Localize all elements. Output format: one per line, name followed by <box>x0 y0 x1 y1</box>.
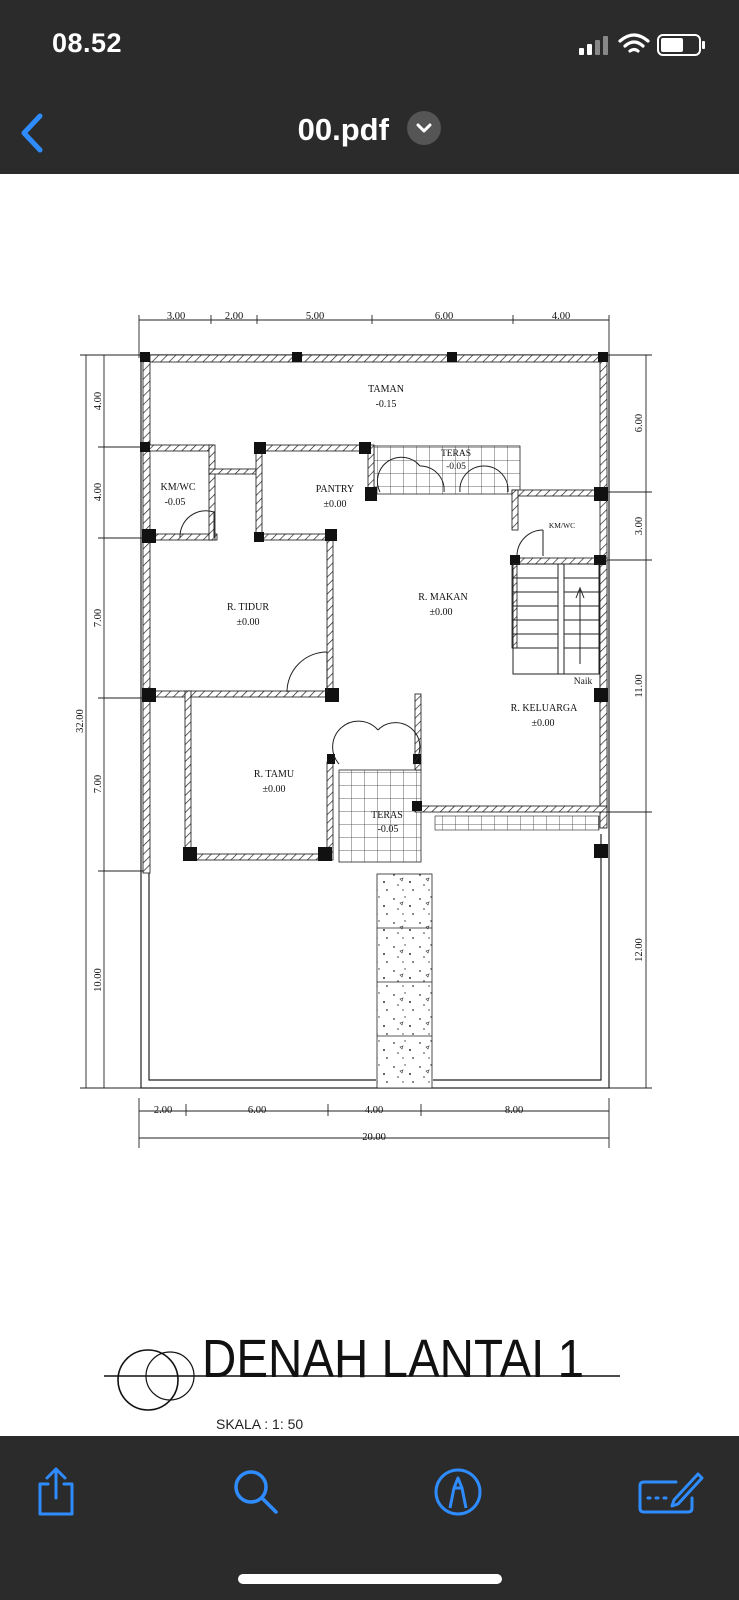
dim-right-2: 3.00 <box>634 516 645 536</box>
dim-top-5: 4.00 <box>551 311 571 322</box>
room-r-tidur-level: ±0.00 <box>236 617 260 628</box>
room-naik-label: Naik <box>573 677 593 687</box>
dim-top-4: 6.00 <box>434 311 454 322</box>
room-teras-top-name: TERAS <box>440 449 472 459</box>
stairs <box>513 564 599 674</box>
room-pantry-name: PANTRY <box>315 484 355 495</box>
markup-icon[interactable] <box>430 1464 486 1520</box>
home-indicator[interactable] <box>238 1574 502 1584</box>
pdf-page <box>0 174 739 1436</box>
dim-top-3: 5.00 <box>305 311 325 322</box>
wifi-icon <box>620 35 648 51</box>
share-icon[interactable] <box>28 1464 84 1520</box>
room-r-tamu-name: R. TAMU <box>253 769 295 780</box>
battery-icon <box>658 35 705 55</box>
room-r-makan-level: ±0.00 <box>429 607 453 618</box>
dimension-labels <box>75 311 645 1143</box>
drawing-scale: SKALA : 1: 50 <box>216 1416 304 1432</box>
dim-top-2: 2.00 <box>224 311 244 322</box>
title-wrap <box>0 112 739 148</box>
dimension-lines <box>80 315 652 1148</box>
title-menu-button[interactable] <box>407 111 441 145</box>
drawing-caption <box>100 1324 640 1434</box>
dim-left-total: 32.00 <box>75 709 86 733</box>
room-pantry-level: ±0.00 <box>323 499 347 510</box>
dim-left-5: 10.00 <box>93 968 104 992</box>
room-r-tidur-name: R. TIDUR <box>226 602 270 613</box>
dim-left-2: 4.00 <box>93 482 104 502</box>
status-icons <box>571 30 711 60</box>
dim-right-4: 12.00 <box>634 938 645 962</box>
chevron-down-icon <box>407 111 441 145</box>
dim-bottom-4: 8.00 <box>504 1105 524 1116</box>
room-r-tamu-level: ±0.00 <box>262 784 286 795</box>
keyboard-pen-icon[interactable] <box>636 1464 704 1520</box>
floor-plan-drawing <box>0 174 739 1436</box>
document-title[interactable]: 00.pdf <box>297 112 389 147</box>
room-teras-top-level: -0.05 <box>446 462 466 472</box>
room-r-keluarga-level: ±0.00 <box>531 718 555 729</box>
room-kmwc-left-level: -0.05 <box>164 497 186 508</box>
tiles <box>339 446 599 1088</box>
room-teras-bottom-level: -0.05 <box>377 824 399 835</box>
status-time: 08.52 <box>52 28 123 58</box>
dim-bottom-total: 20.00 <box>362 1132 386 1143</box>
dim-bottom-1: 2.00 <box>153 1105 173 1116</box>
room-r-makan-name: R. MAKAN <box>418 592 468 603</box>
room-taman-name: TAMAN <box>368 384 404 395</box>
nav-bar <box>0 92 739 174</box>
signal-icon <box>579 36 608 55</box>
drawing-title: DENAH LANTAI 1 <box>202 1329 585 1389</box>
dim-right-1: 6.00 <box>634 413 645 433</box>
dim-right-3: 11.00 <box>634 674 645 698</box>
dim-left-3: 7.00 <box>93 608 104 628</box>
dim-bottom-2: 6.00 <box>247 1105 267 1116</box>
dim-left-1: 4.00 <box>93 391 104 411</box>
room-taman-level: -0.15 <box>375 399 397 410</box>
room-r-keluarga-name: R. KELUARGA <box>510 703 578 714</box>
dim-top-1: 3.00 <box>166 311 186 322</box>
room-kmwc-left-name: KM/WC <box>160 482 196 493</box>
room-teras-bottom-name: TERAS <box>371 810 403 821</box>
room-kmwc-right-name: KM/WC <box>548 521 576 530</box>
dim-left-4: 7.00 <box>93 774 104 794</box>
dim-bottom-3: 4.00 <box>364 1105 384 1116</box>
search-icon[interactable] <box>228 1464 284 1520</box>
status-bar <box>0 0 739 92</box>
